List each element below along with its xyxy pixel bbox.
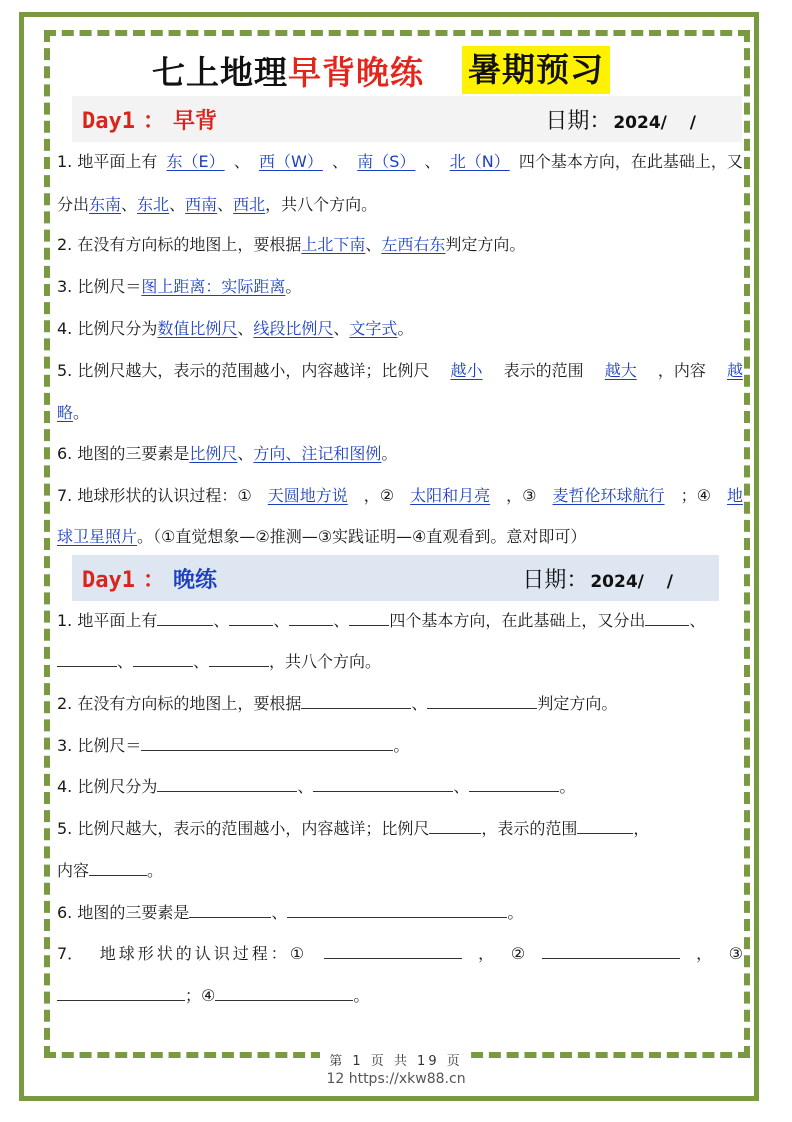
answer-blank[interactable] [57,985,185,1001]
answer-blank[interactable] [157,776,297,792]
footer-url: 12 https://xkw88.cn [326,1071,466,1087]
evening-q1: 1. 地平面上有 、 、 、 四个基本方向，在此基础上，又分出 、 [57,611,706,630]
title-badge: 暑期预习 [462,46,610,94]
answer-blank[interactable] [313,776,453,792]
morning-q2: 2. 在没有方向标的地图上，要根据上北下南、左西右东判定方向。 [57,235,526,254]
evening-q4: 4. 比例尺分为 、 、 。 [57,777,576,796]
evening-q1-cont: 、 、 ，共八个方向。 [57,651,743,673]
evening-date: 日期： 2024/ / [522,567,673,593]
answer-blank[interactable] [469,776,559,792]
title-highlight: 早背晚练 [288,52,424,92]
answer-blank[interactable] [57,651,117,667]
evening-q5: 5. 比例尺越大，表示的范围越小，内容越详；比例尺 ，表示的范围 ， [57,819,650,838]
page-title [152,46,610,94]
morning-q3: 3. 比例尺＝图上距离：实际距离。 [57,277,302,296]
morning-label: Day1 ： 早背 [82,108,218,134]
answer-blank[interactable] [645,610,689,626]
answer-blank[interactable] [157,610,213,626]
answer-blank[interactable] [189,902,271,918]
morning-q4: 4. 比例尺分为数值比例尺、线段比例尺、文字式。 [57,319,414,338]
morning-header [72,96,742,142]
answer-blank[interactable] [301,693,411,709]
answer-blank[interactable] [133,651,193,667]
morning-q5: 5. 比例尺越大，表示的范围越小，内容越详；比例尺 越小 表示的范围 越大 ，内容 越 [57,361,743,380]
morning-q1-cont: 分出东南、东北、西南、西北，共八个方向。 [57,195,378,214]
answer-blank[interactable] [289,610,333,626]
answer-blank[interactable] [542,943,680,959]
morning-q6: 6. 地图的三要素是比例尺、方向、注记和图例。 [57,444,398,463]
answer-blank[interactable] [427,693,537,709]
answer-blank[interactable] [89,860,147,876]
answer-blank[interactable] [577,818,633,834]
evening-q6: 6. 地图的三要素是 、 。 [57,903,524,922]
answer-blank[interactable] [429,818,481,834]
evening-q5-cont: 内容 。 [57,861,164,880]
morning-q7-cont: 球卫星照片。（①直觉想象—②推测—③实践证明—④直观看到。意对即可） [57,527,587,546]
evening-header [72,555,719,601]
answer-blank[interactable] [229,610,273,626]
evening-q7-cont: ；④ 。 [57,985,743,1007]
answer-blank[interactable] [324,943,462,959]
evening-q2: 2. 在没有方向标的地图上，要根据 、 判定方向。 [57,694,618,713]
title-subject: 七上地理 [152,52,288,92]
evening-q3: 3. 比例尺＝ 。 [57,736,410,755]
answer-blank[interactable] [209,651,269,667]
morning-q1: 1. 地平面上有 东（E） 、 西（W） 、 南（S） 、 北（N） 四个基本方向，在此基础上，又 [57,152,743,171]
morning-q7: 7. 地球形状的认识过程：① 天圆地方说 ，② 太阳和月亮 ，③ 麦哲伦环球航行 ；④ 地 [57,486,743,505]
evening-label: Day1 ： 晚练 [82,567,218,593]
morning-q5-cont: 略。 [57,403,90,422]
morning-date: 日期： 2024/ / [545,108,696,134]
answer-blank[interactable] [349,610,389,626]
answer-blank[interactable] [141,735,393,751]
answer-blank[interactable] [287,902,507,918]
evening-q7: 7． 地球形状的认识过程：① ， ② ， ③ [57,944,743,963]
answer-blank[interactable] [215,985,353,1001]
page-number: 第 1 页 共 19 页 [329,1054,463,1069]
